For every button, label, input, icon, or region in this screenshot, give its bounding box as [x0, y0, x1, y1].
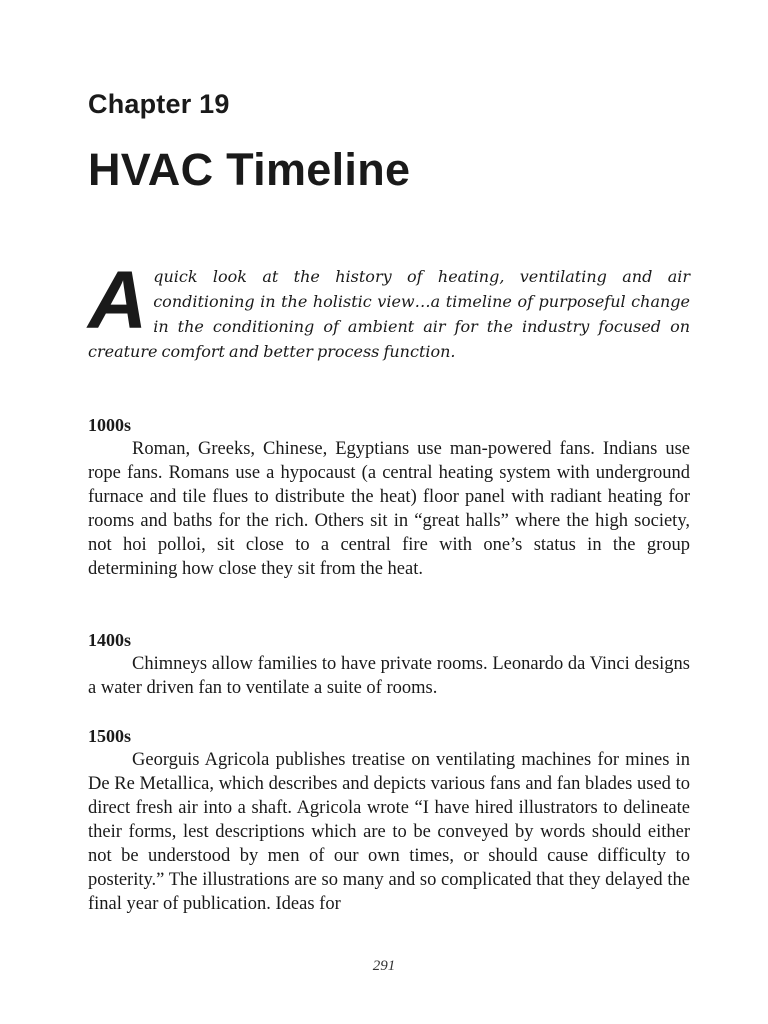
timeline-section-1000s [88, 413, 690, 581]
section-heading: 1400s [88, 630, 132, 650]
timeline-section-1400s [88, 628, 690, 700]
section-body: Chimneys allow families to have private rooms. Leonardo da Vinci designs a water driven fan to ventilate a suite of rooms. [88, 654, 690, 698]
timeline-section-1500s [88, 724, 690, 916]
intro-text: quick look at the history of heating, ventilating and air conditioning in the holistic view…a timeline of purposeful change in the conditioning of ambient air for the industry focused on creature comfort and better process function. [88, 267, 690, 361]
section-heading: 1000s [88, 415, 132, 435]
intro-paragraph [88, 255, 690, 364]
drop-cap: A [88, 255, 148, 346]
chapter-label: Chapter 19 [88, 89, 230, 119]
chapter-title: HVAC Timeline [88, 144, 411, 195]
section-body: Roman, Greeks, Chinese, Egyptians use man-powered fans. Indians use rope fans. Romans use a hypocaust (a central heating system with underground furnace and tile flues to distribute the heat) floor panel with radiant heating for rooms and baths for the rich. Others sit in “great halls” where the high society, not hoi polloi, sit close to a central fire with one’s status in the group determining how close they sit from the heat. [88, 439, 690, 579]
page-number: 291 [372, 958, 396, 974]
section-body: Georguis Agricola publishes treatise on ventilating machines for mines in De Re Metallica, which describes and depicts various fans and fan blades used to direct fresh air into a shaft. Agricola wrote “I have hired illustrators to delineate their forms, lest descriptions which are to be conveyed by words should either not be understood by men of our own times, or should cause difficulty to posterity.” The illustrations are so many and so complicated that they delayed the final year of publication. Ideas for [88, 750, 690, 914]
section-heading: 1500s [88, 726, 132, 746]
